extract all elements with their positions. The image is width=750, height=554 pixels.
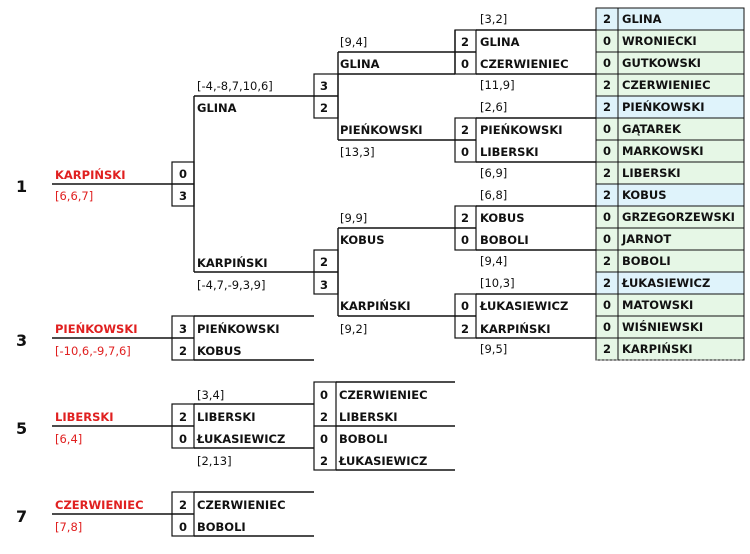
- third-score-top: 3: [179, 322, 188, 336]
- first-round-player: LIBERSKI: [622, 166, 681, 180]
- seventh-top-name: CZERWIENIEC: [197, 498, 286, 512]
- sf1-bottom-detail: [13,3]: [340, 145, 375, 159]
- fifth-final-score-bottom: 0: [179, 432, 188, 446]
- sf1-score-top: 3: [320, 79, 329, 93]
- final-bottom-name: KARPIŃSKI: [197, 256, 268, 270]
- sf1-score-bottom: 2: [320, 101, 329, 115]
- sf2-loser: KARPIŃSKI: [340, 299, 411, 313]
- sf1-winner: GLINA: [340, 57, 380, 71]
- seventh-place-winner: CZERWIENIEC: [55, 498, 144, 512]
- qf1-score-bottom: 0: [461, 57, 470, 71]
- third-score-bottom: 2: [179, 344, 188, 358]
- qf4-bottom-name: KARPIŃSKI: [480, 322, 551, 336]
- first-round-score: 0: [603, 144, 612, 158]
- fifth-final-top-name: LIBERSKI: [197, 410, 256, 424]
- final-score-bottom: 3: [179, 189, 188, 203]
- first-round-score: 2: [603, 254, 612, 268]
- place-number-3: 3: [16, 331, 28, 350]
- sf2-score-top: 2: [320, 255, 329, 269]
- final-top-name: GLINA: [197, 101, 237, 115]
- first-round-score: 0: [603, 56, 612, 70]
- qf3-bottom-name: BOBOLI: [480, 233, 529, 247]
- seventh-score-top: 2: [179, 498, 188, 512]
- first-round-player: WIŚNIEWSKI: [622, 320, 704, 334]
- first-round-player: KARPIŃSKI: [622, 342, 693, 356]
- qf3-score-bottom: 0: [461, 233, 470, 247]
- third-place-winner: PIEŃKOWSKI: [55, 322, 138, 336]
- fifth-sf2-bottom-name: ŁUKASIEWICZ: [339, 454, 428, 468]
- first-round-score: 2: [603, 12, 612, 26]
- first-round-player: MATOWSKI: [622, 298, 694, 312]
- first-round-match-detail: [6,8]: [480, 188, 508, 202]
- first-round-match-detail: [3,2]: [480, 12, 508, 26]
- first-round-player: GLINA: [622, 12, 662, 26]
- fifth-final-score-top: 2: [179, 410, 188, 424]
- fifth-final-bottom-name: ŁUKASIEWICZ: [197, 432, 286, 446]
- first-round-match-detail: [9,4]: [480, 254, 508, 268]
- seventh-score-bottom: 0: [179, 520, 188, 534]
- first-round-player: KOBUS: [622, 188, 667, 202]
- place-number-1: 1: [16, 177, 28, 196]
- first-round-score: 0: [603, 210, 612, 224]
- fifth-sf1-top-name: CZERWIENIEC: [339, 388, 428, 402]
- first-round-score: 2: [603, 78, 612, 92]
- first-round-score: 0: [603, 122, 612, 136]
- first-round-player: GRZEGORZEWSKI: [622, 210, 735, 224]
- first-round-score: 0: [603, 232, 612, 246]
- place-number-7: 7: [16, 507, 28, 526]
- qf4-score-top: 0: [461, 299, 470, 313]
- third-place-detail: [-10,6,-9,7,6]: [55, 344, 131, 358]
- qf2-score-bottom: 0: [461, 145, 470, 159]
- place-number-5: 5: [16, 419, 28, 438]
- third-bottom-name: KOBUS: [197, 344, 242, 358]
- final-top-detail: [-4,-8,7,10,6]: [197, 79, 273, 93]
- fifth-bottom-detail: [2,13]: [197, 454, 232, 468]
- qf1-top-name: GLINA: [480, 35, 520, 49]
- first-round-score: 2: [603, 276, 612, 290]
- fifth-place-winner: LIBERSKI: [55, 410, 114, 424]
- sf2-winner: KOBUS: [340, 233, 385, 247]
- first-round-player: PIEŃKOWSKI: [622, 100, 705, 114]
- first-round-score: 2: [603, 188, 612, 202]
- sf1-top-detail: [9,4]: [340, 35, 368, 49]
- seventh-place-detail: [7,8]: [55, 520, 83, 534]
- first-round-player: GĄTAREK: [622, 122, 681, 136]
- fifth-sf2-score-mid: 0: [320, 432, 329, 446]
- qf4-score-bottom: 2: [461, 322, 470, 336]
- first-round-match-detail: [2,6]: [480, 100, 508, 114]
- fifth-sf1-mid-name: LIBERSKI: [339, 410, 398, 424]
- first-round-score: 0: [603, 34, 612, 48]
- first-round-match-detail: [10,3]: [480, 276, 515, 290]
- seventh-bottom-name: BOBOLI: [197, 520, 246, 534]
- sf2-top-detail: [9,9]: [340, 211, 368, 225]
- sf1-loser: PIEŃKOWSKI: [340, 123, 423, 137]
- fifth-sf1-score-mid: 2: [320, 410, 329, 424]
- champion-detail: [6,6,7]: [55, 189, 94, 203]
- third-top-name: PIEŃKOWSKI: [197, 322, 280, 336]
- fifth-place-detail: [6,4]: [55, 432, 83, 446]
- final-score-top: 0: [179, 167, 188, 181]
- qf2-top-name: PIEŃKOWSKI: [480, 123, 563, 137]
- qf2-bottom-name: LIBERSKI: [480, 145, 539, 159]
- first-round-player: JARNOT: [622, 232, 672, 246]
- final-bottom-detail: [-4,7,-9,3,9]: [197, 278, 266, 292]
- qf3-score-top: 2: [461, 211, 470, 225]
- qf3-top-name: KOBUS: [480, 211, 525, 225]
- champion-name: KARPIŃSKI: [55, 168, 126, 182]
- sf2-bottom-detail: [9,2]: [340, 322, 368, 336]
- qf2-score-top: 2: [461, 123, 470, 137]
- first-round-player: BOBOLI: [622, 254, 671, 268]
- first-round-player: WRONIECKI: [622, 34, 697, 48]
- first-round-score: 2: [603, 166, 612, 180]
- fifth-sf1-score-top: 0: [320, 388, 329, 402]
- first-round-score: 0: [603, 298, 612, 312]
- first-round-player: GUTKOWSKI: [622, 56, 701, 70]
- fifth-sf2-mid-name: BOBOLI: [339, 432, 388, 446]
- fifth-top-detail: [3,4]: [197, 388, 225, 402]
- first-round-player: ŁUKASIEWICZ: [622, 276, 711, 290]
- first-round-player: CZERWIENIEC: [622, 78, 711, 92]
- qf1-bottom-name: CZERWIENIEC: [480, 57, 569, 71]
- qf1-score-top: 2: [461, 35, 470, 49]
- first-round-score: 2: [603, 342, 612, 356]
- fifth-sf2-score-bottom: 2: [320, 454, 329, 468]
- first-round-match-detail: [9,5]: [480, 342, 508, 356]
- sf2-score-bottom: 3: [320, 278, 329, 292]
- first-round-match-detail: [11,9]: [480, 78, 515, 92]
- first-round-score: 2: [603, 100, 612, 114]
- first-round-score: 0: [603, 320, 612, 334]
- first-round-match-detail: [6,9]: [480, 166, 508, 180]
- first-round-player: MARKOWSKI: [622, 144, 704, 158]
- qf4-top-name: ŁUKASIEWICZ: [480, 299, 569, 313]
